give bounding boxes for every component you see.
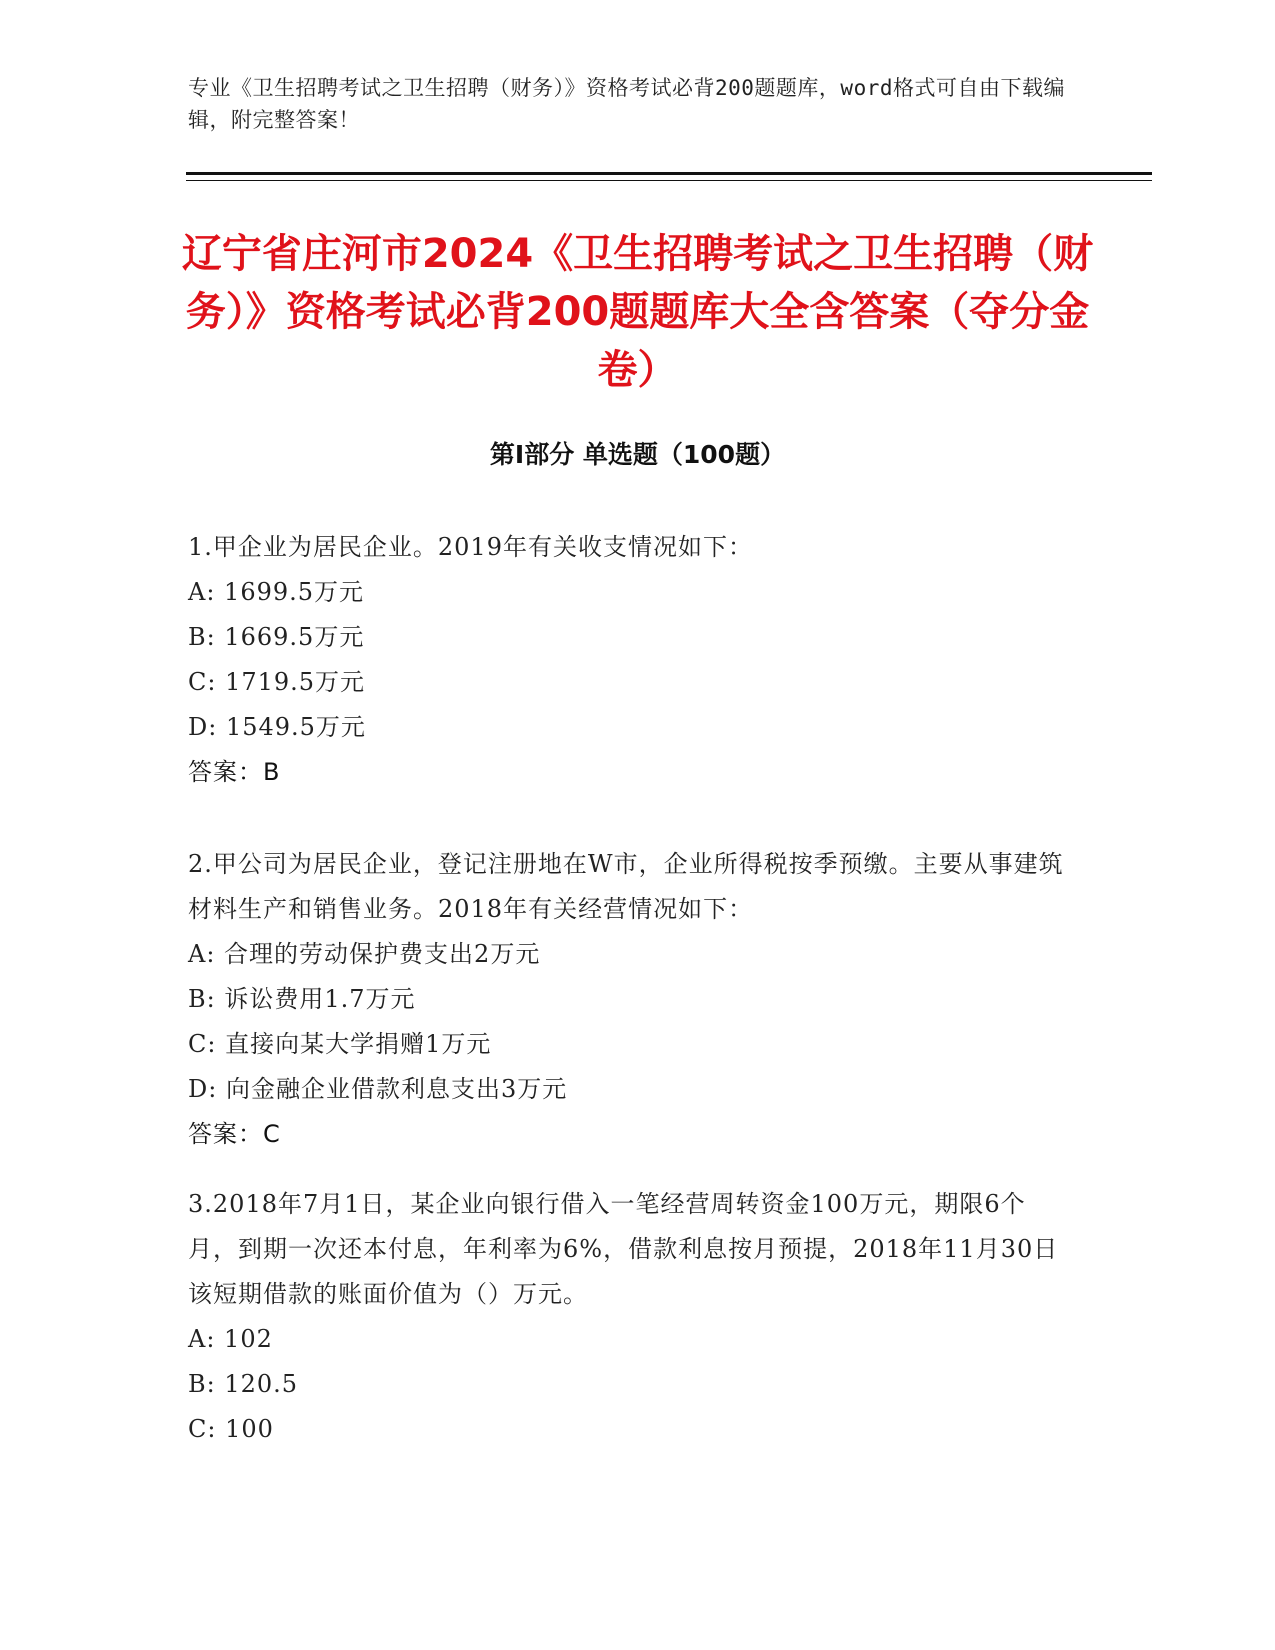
option-d: D: 1549.5万元: [188, 713, 366, 741]
option-a: A: 1699.5万元: [188, 578, 365, 606]
option-b: B: 120.5: [188, 1370, 299, 1398]
answer-line: 答案：B: [188, 758, 281, 786]
option-b: B: 诉讼费用1.7万元: [188, 985, 416, 1013]
header-note: 专业《卫生招聘考试之卫生招聘（财务）》资格考试必背200题题库，word格式可自由下载编辑，附完整答案！: [188, 76, 1065, 132]
option-c: C: 直接向某大学捐赠1万元: [188, 1030, 492, 1058]
option-a: A: 102: [188, 1325, 273, 1353]
question-block: [188, 842, 1068, 1157]
section-heading: 第Ⅰ部分 单选题（100题）: [489, 440, 786, 469]
option-a: A: 合理的劳动保护费支出2万元: [188, 940, 541, 968]
option-c: C: 100: [188, 1415, 274, 1443]
question-text: 1.甲企业为居民企业。2019年有关收支情况如下：: [188, 533, 753, 561]
question-text: 2.甲公司为居民企业，登记注册地在W市，企业所得税按季预缴。主要从事建筑材料生产和销售业务。2018年有关经营情况如下：: [188, 850, 1064, 923]
option-c: C: 1719.5万元: [188, 668, 366, 696]
question-block: [188, 1182, 1068, 1452]
option-b: B: 1669.5万元: [188, 623, 365, 651]
header-divider-thin: [186, 180, 1152, 181]
header-divider-thick: [186, 172, 1152, 175]
question-text: 3.2018年7月1日，某企业向银行借入一笔经营周转资金100万元，期限6个月，到期一次还本付息，年利率为6%，借款利息按月预提，2018年11月30日该短期借款的账面价值为（）万元。: [188, 1190, 1059, 1308]
option-d: D: 向金融企业借款利息支出3万元: [188, 1075, 568, 1103]
answer-line: 答案：C: [188, 1120, 281, 1148]
document-title: 辽宁省庄河市2024《卫生招聘考试之卫生招聘（财务）》资格考试必背200题题库大全含答案（夺分金卷）: [181, 231, 1094, 393]
question-block: [188, 525, 1068, 795]
